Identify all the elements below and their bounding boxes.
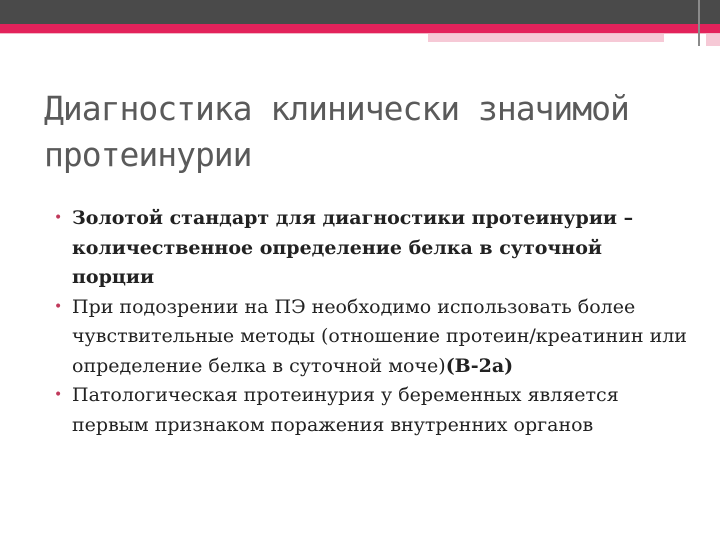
slide-title: Диагностика клинически значимой протеинурии [44, 89, 629, 174]
bullet-icon: • [54, 210, 63, 226]
bullet-text: Золотой стандарт для диагностики протеинурии – количественное определение белка в суточной порции [72, 207, 634, 288]
bullet-item-2 [50, 293, 690, 382]
accent-strip [428, 34, 664, 42]
bullet-icon: • [54, 298, 63, 315]
accent-strip-corner [706, 34, 720, 46]
bullet-text: При подозрении на ПЭ необходимо использовать более чувствительные методы (отношение протеин/креатинин или определение белка в суточной моче) [72, 295, 687, 377]
evidence-level: (В-2а) [445, 354, 514, 377]
bullet-item-3 [50, 381, 690, 440]
bullet-text: Патологическая протеинурия у беременных является первым признаком поражения внутренних органов [72, 384, 619, 436]
bullet-list [50, 204, 690, 440]
bullet-icon: • [54, 387, 63, 403]
top-accent-band [0, 24, 720, 33]
top-dark-band [0, 0, 720, 24]
vertical-rule [698, 0, 700, 46]
bullet-item-1 [50, 204, 690, 293]
